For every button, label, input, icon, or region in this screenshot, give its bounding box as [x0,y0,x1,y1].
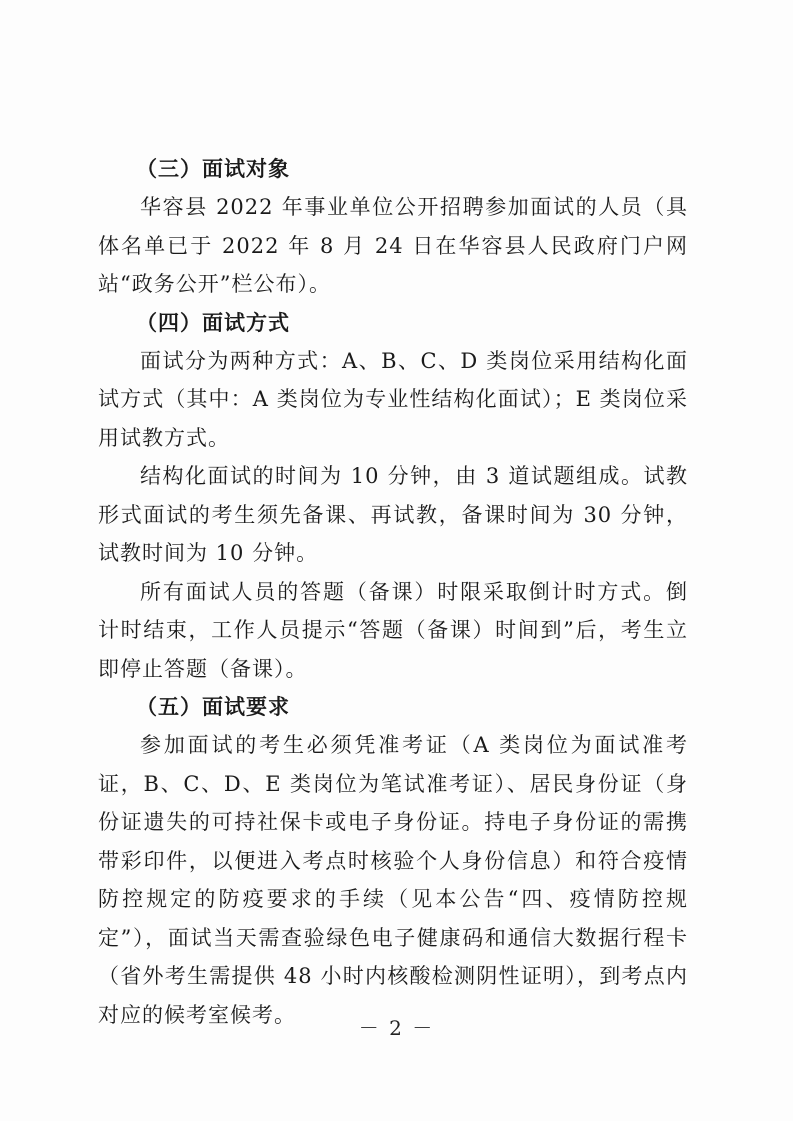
paragraph-interview-subjects: 华容县 2022 年事业单位公开招聘参加面试的人员（具体名单已于 2022 年 8 月 24 日在华容县人民政府门户网站“政务公开”栏公布）。 [98,195,688,296]
paragraph-interview-requirements: 参加面试的考生必须凭准考证（A 类岗位为面试准考证，B、C、D、E 类岗位为笔试准考证）、居民身份证（身份证遗失的可持社保卡或电子身份证。持电子身份证的需携带彩印件，以便进入考点时核验个人身份信息）和符合疫情防控规定的防疫要求的手续（见本公告“四、疫情防控规定”），面试当天需查验绿色电子健康码和通信大数据行程卡（省外考生需提供 48 小时内核酸检测阴性证明），到考点内对应的候考室候考。 [98,733,688,1027]
paragraph-countdown-rules: 所有面试人员的答题（备课）时限采取倒计时方式。倒计时结束，工作人员提示“答题（备课）时间到”后，考生立即停止答题（备课）。 [98,579,688,681]
page-number: － 2 － [358,1016,435,1040]
paragraph-interview-types: 面试分为两种方式：A、B、C、D 类岗位采用结构化面试方式（其中：A 类岗位为专业性结构化面试）；E 类岗位采用试教方式。 [98,348,688,450]
section-heading-interview-subjects: （三）面试对象 [136,157,290,181]
paragraph-interview-duration: 结构化面试的时间为 10 分钟，由 3 道试题组成。试教形式面试的考生须先备课、再试教，备课时间为 30 分钟，试教时间为 10 分钟。 [98,464,688,565]
section-heading-interview-method: （四）面试方式 [136,310,290,335]
document-body [98,150,688,1034]
section-heading-interview-requirements: （五）面试要求 [136,695,290,719]
